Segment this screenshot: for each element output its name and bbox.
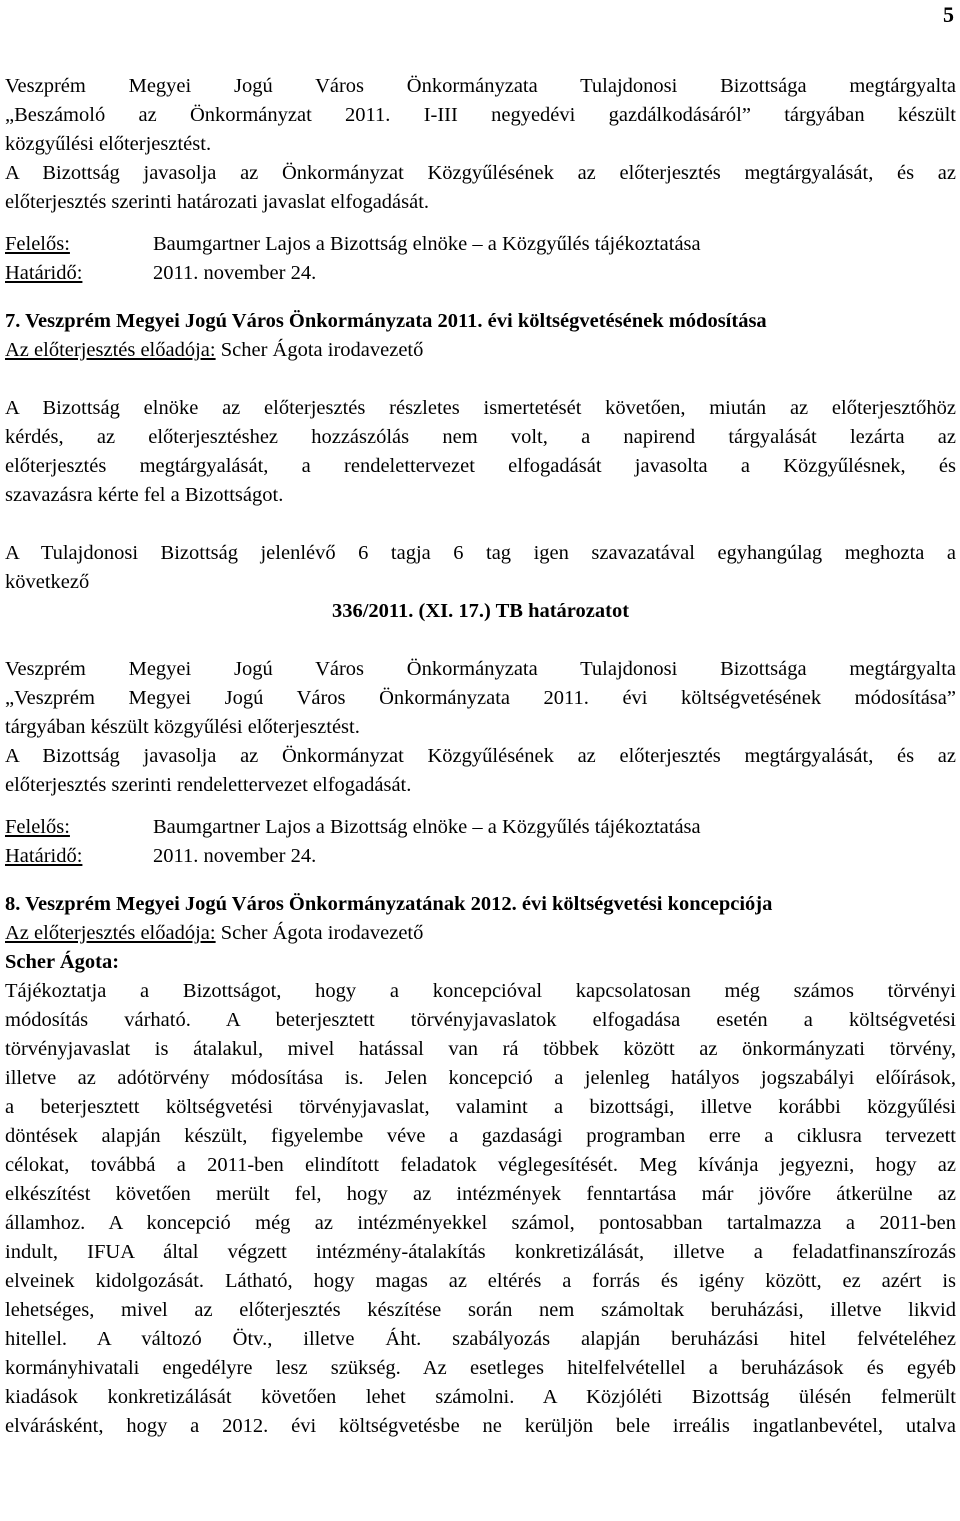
- sec7-p1-line3: előterjesztés megtárgyalását, a rendelettervezet elfogadását javasolta a Közgyűlésnek, és: [5, 455, 956, 477]
- sec6-p2-line1: A Bizottság javasolja az Önkormányzat Közgyűlésének az előterjesztés megtárgyalását, és az: [5, 162, 956, 184]
- hatarido-value: 2011. november 24.: [153, 262, 317, 284]
- resolution-heading: 336/2011. (XI. 17.) TB határozatot: [331, 600, 630, 622]
- sec6-p1-line2: „Beszámoló az Önkormányzat 2011. I-III negyedévi gazdálkodásáról” tárgyában készült: [5, 104, 956, 126]
- sec8-line: kormányhivatali engedélyre lesz szükség. Az esetleges hitelfelvétellel a beruházások és egyéb: [5, 1357, 956, 1379]
- sec8-line: illetve az adótörvény módosítása is. Jelen koncepció a jelenleg hatályos jogszabályi előírások,: [5, 1067, 956, 1089]
- presenter-label: Az előterjesztés előadója:: [5, 922, 216, 944]
- sec8-line: törvényjavaslat is átalakul, mivel hatással van rá többek között az önkormányzati törvény,: [5, 1038, 956, 1060]
- sec7-p2-line1: A Tulajdonosi Bizottság jelenlévő 6 tagja 6 tag igen szavazatával egyhangúlag meghozta a: [5, 542, 956, 564]
- sec8-line: indult, IFUA által végzett intézmény-átalakítás konkretizálását, illetve a feladatfinanszírozás: [5, 1241, 956, 1263]
- sec7-felelos-row: [5, 813, 956, 842]
- sec7-p1-line2: kérdés, az előterjesztéshez hozzászólás nem volt, a napirend tárgyalását lezárta az: [5, 426, 956, 448]
- sec8-line: elkészítést követően merült fel, hogy az intézmények fenntartása már jövőre átkerülne az: [5, 1183, 956, 1205]
- sec8-line: államhoz. A koncepció még az intézményekkel számol, pontosabban tartalmazza a 2011-ben: [5, 1212, 956, 1234]
- sec8-presenter: [5, 919, 956, 948]
- sec8-line: döntések alapján készült, figyelembe véve a gazdasági programban erre a ciklusra tervezett: [5, 1125, 956, 1147]
- sec8-line: Tájékoztatja a Bizottságot, hogy a koncepcióval kapcsolatosan még számos törvényi: [5, 980, 956, 1002]
- speaker-name: Scher Ágota:: [5, 951, 120, 973]
- sec8-title: 8. Veszprém Megyei Jogú Város Önkormányzatának 2012. évi költségvetési koncepciója: [5, 893, 773, 915]
- sec8-line: a beterjesztett költségvetési törvényjavaslat, valamint a bizottsági, illetve korábbi közgyűlési: [5, 1096, 956, 1118]
- sec7-presenter: [5, 336, 956, 365]
- sec8-line: elvárásként, hogy a 2012. évi költségvetésbe ne kerüljön bele irreális ingatlanbevétel, utalva: [5, 1415, 956, 1437]
- sec7-p2-line2: következő: [5, 571, 90, 593]
- sec8-line: kiadások konkretizálását követően lehet számolni. A Közjóléti Bizottság ülésén felmerült: [5, 1386, 956, 1408]
- sec8-line: hitellel. A változó Ötv., illetve Áht. szabályozás alapján beruházási hitel felvételéhez: [5, 1328, 956, 1350]
- felelos-label: Felelős:: [5, 233, 70, 255]
- sec7-p4-line2: előterjesztés szerinti rendelettervezet elfogadását.: [5, 774, 412, 796]
- sec7-title: 7. Veszprém Megyei Jogú Város Önkormányzata 2011. évi költségvetésének módosítása: [5, 310, 767, 332]
- sec7-p4-line1: A Bizottság javasolja az Önkormányzat Közgyűlésének az előterjesztés megtárgyalását, és az: [5, 745, 956, 767]
- presenter-value: Scher Ágota irodavezető: [215, 339, 424, 361]
- sec8-line: lehetséges, mivel az előterjesztés készítése során nem számoltak beruházási, illetve likvid: [5, 1299, 956, 1321]
- document-page: [5, 0, 956, 1441]
- sec8-line: célokat, továbbá a 2011-ben elindított feladatok véglegesítését. Meg kívánja jegyezni, hogy az: [5, 1154, 956, 1176]
- sec6-hatarido-row: [5, 259, 956, 288]
- presenter-label: Az előterjesztés előadója:: [5, 339, 216, 361]
- sec7-p1-line4: szavazásra kérte fel a Bizottságot.: [5, 484, 284, 506]
- sec8-line: elveinek kidolgozását. Látható, hogy magas az eltérés a forrás és igény között, ez azért is: [5, 1270, 956, 1292]
- felelos-value: Baumgartner Lajos a Bizottság elnöke – a Közgyűlés tájékoztatása: [153, 816, 701, 838]
- hatarido-label: Határidő:: [5, 262, 83, 284]
- sec6-p2-line2: előterjesztés szerinti határozati javaslat elfogadását.: [5, 191, 430, 213]
- sec6-p1-line1: Veszprém Megyei Jogú Város Önkormányzata Tulajdonosi Bizottsága megtárgyalta: [5, 75, 956, 97]
- sec7-p1-line1: A Bizottság elnöke az előterjesztés részletes ismertetését követően, miután az előterjesztőhöz: [5, 397, 956, 419]
- sec7-hatarido-row: [5, 842, 956, 871]
- sec7-p3-line2: „Veszprém Megyei Jogú Város Önkormányzata 2011. évi költségvetésének módosítása”: [5, 687, 956, 709]
- felelos-label: Felelős:: [5, 816, 70, 838]
- presenter-value: Scher Ágota irodavezető: [215, 922, 424, 944]
- hatarido-value: 2011. november 24.: [153, 845, 317, 867]
- sec6-felelos-row: [5, 230, 956, 259]
- sec6-p1-line3: közgyűlési előterjesztést.: [5, 133, 212, 155]
- page-number: 5: [943, 2, 954, 27]
- felelos-value: Baumgartner Lajos a Bizottság elnöke – a Közgyűlés tájékoztatása: [153, 233, 701, 255]
- sec8-line: módosítás várható. A beterjesztett törvényjavaslatok elfogadása esetén a költségvetési: [5, 1009, 956, 1031]
- sec7-p3-line3: tárgyában készült közgyűlési előterjesztést.: [5, 716, 360, 738]
- sec7-p3-line1: Veszprém Megyei Jogú Város Önkormányzata Tulajdonosi Bizottsága megtárgyalta: [5, 658, 956, 680]
- hatarido-label: Határidő:: [5, 845, 83, 867]
